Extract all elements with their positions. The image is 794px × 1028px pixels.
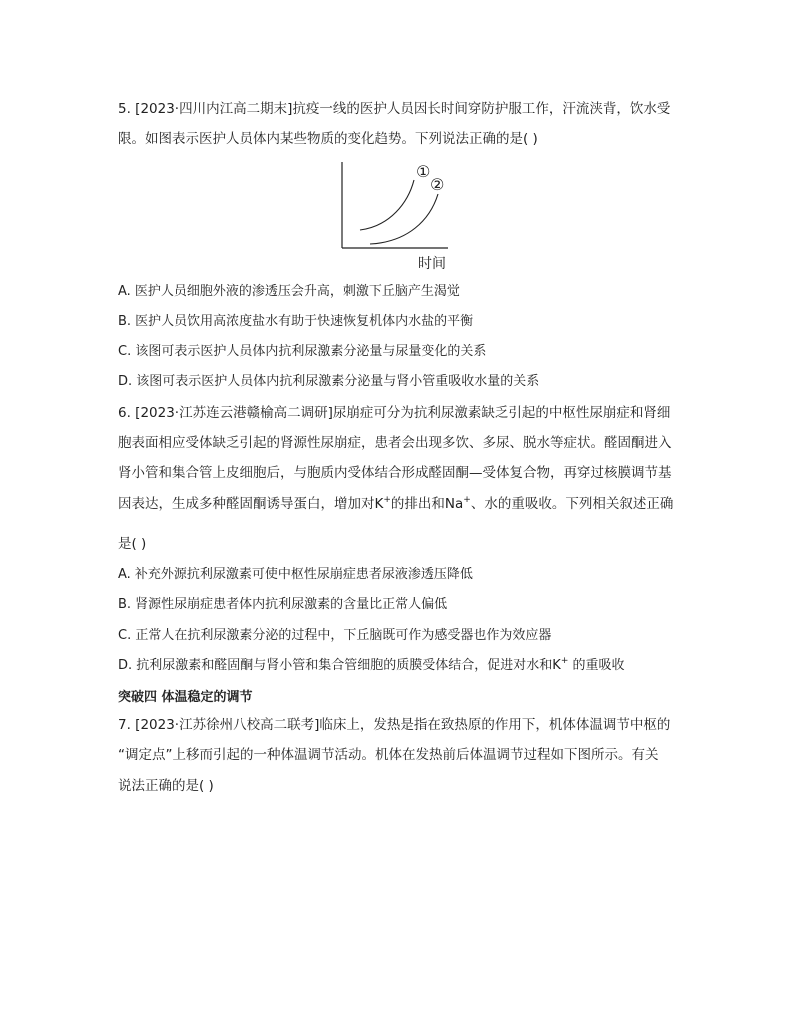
q5-option-c: C. 该图可表示医护人员体内抗利尿激素分泌量与尿量变化的关系 xyxy=(118,344,487,359)
q5-option-a: A. 医护人员细胞外液的渗透压会升高，刺激下丘脑产生渴觉 xyxy=(118,284,460,299)
q6-stem-line-4 xyxy=(118,495,688,513)
q6-line4-part-b: 的排出和Na xyxy=(390,496,464,512)
q6-option-c: C. 正常人在抗利尿激素分泌的过程中，下丘脑既可作为感受器也作为效应器 xyxy=(118,628,552,643)
q7-stem-line-2: “调定点”上移而引起的一种体温调节活动。机体在发热前后体温调节过程如下图所示。有关 xyxy=(118,747,659,763)
q6-option-d xyxy=(118,657,688,675)
q6-stem-line-2: 胞表面相应受体缺乏引起的肾源性尿崩症，患者会出现多饮、多尿、脱水等症状。醛固酮进入 xyxy=(118,435,672,451)
q6-line4-part-c: 、水的重吸收。下列相关叙述正确 xyxy=(470,496,674,512)
q5-trend-figure xyxy=(330,158,460,270)
q5-stem-line-2: 限。如图表示医护人员体内某些物质的变化趋势。下列说法正确的是( ) xyxy=(118,131,538,147)
q5-option-d: D. 该图可表示医护人员体内抗利尿激素分泌量与肾小管重吸收水量的关系 xyxy=(118,374,540,389)
q6-option-b: B. 肾源性尿崩症患者体内抗利尿激素的含量比正常人偏低 xyxy=(118,597,448,612)
q6-stem-line-3: 肾小管和集合管上皮细胞后，与胞质内受体结合形成醛固酮—受体复合物，再穿过核膜调节基 xyxy=(118,465,672,481)
q6-option-d-part-b: 的重吸收 xyxy=(568,658,625,673)
q6-stem-line-5: 是( ) xyxy=(118,536,147,552)
option-d-potassium-charge: + xyxy=(560,656,569,666)
q5-option-b: B. 医护人员饮用高浓度盐水有助于快速恢复机体内水盐的平衡 xyxy=(118,314,474,329)
q6-line4-part-a: 因表达，生成多种醛固酮诱导蛋白，增加对K xyxy=(118,496,384,512)
q5-stem-line-1: 5. [2023·四川内江高二期末]抗疫一线的医护人员因长时间穿防护服工作，汗流浃背，饮水受 xyxy=(118,101,671,117)
curve-1 xyxy=(360,180,414,230)
q6-stem-line-1: 6. [2023·江苏连云港赣榆高二调研]尿崩症可分为抗利尿激素缺乏引起的中枢性尿崩症和肾细 xyxy=(118,405,671,421)
curve-2-label: ② xyxy=(430,175,445,194)
q6-option-a: A. 补充外源抗利尿激素可使中枢性尿崩症患者尿液渗透压降低 xyxy=(118,567,473,582)
sodium-charge: + xyxy=(463,495,471,505)
potassium-charge: + xyxy=(383,495,391,505)
q6-option-d-part-a: D. 抗利尿激素和醛固酮与肾小管和集合管细胞的质膜受体结合，促进对水和K xyxy=(118,658,561,673)
x-axis-label: 时间 xyxy=(418,256,446,270)
q7-stem-line-3: 说法正确的是( ) xyxy=(118,778,214,794)
q7-stem-line-1: 7. [2023·江苏徐州八校高二联考]临床上，发热是指在致热原的作用下，机体体温调节中枢的 xyxy=(118,717,671,733)
curve-1-label: ① xyxy=(416,162,431,181)
section-heading: 突破四 体温稳定的调节 xyxy=(118,690,253,705)
